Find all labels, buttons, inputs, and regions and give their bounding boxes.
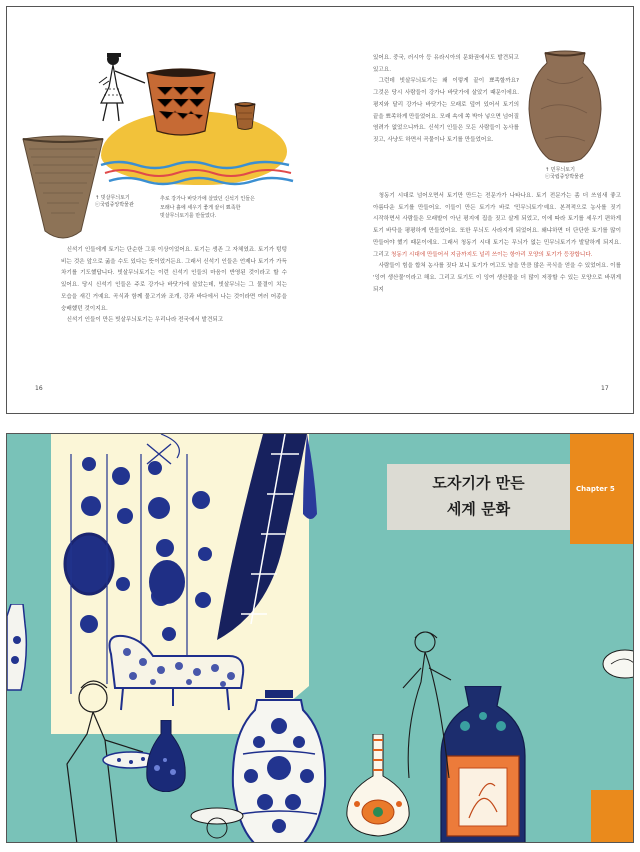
paragraph: 신석기 인들이 만든 빗살무늬토기는 우리나라 전국에서 발견되고	[66, 317, 224, 324]
caption-plain-pottery	[545, 167, 615, 181]
paragraph-text: 청동기 시대로 넘어오면서 토기만 만드는 전문가가 나타나요. 토기 전문가는 좀 더 쓰임새 좋고 아름다운 토기를 만들어요. 이들이 만든 토기가 바로 '민무늬토기'예요. 본격적으로 농사를 짓기 시작하면서 사람들은 모래밭이 아닌 평지에 집을 짓고 살게 되었고, 이에 따라 토기를 세우기 편하게 토기 바닥을 평평하게 만들었어요. 또한 무늬도 사라지게 되었어요. 왜냐하면 더 단단한 토기를 많이 만들어야 했기 때문이에요. 그래서 청동기 시대 토기는 무늬가 없는 민무늬토기가 발달하게 되지요. 그리고	[373, 193, 621, 258]
painted-clay-pot-illustration	[143, 67, 219, 139]
lady-figure-sketch	[57, 674, 157, 843]
chapter-number-label: Chapter 5	[576, 485, 615, 493]
textbook-spread-pages-16-17	[6, 6, 634, 414]
caption-title: ↑ 빗살무늬토기	[95, 195, 130, 201]
bottom-figure-sketch	[187, 804, 247, 843]
chapter-title-box	[387, 464, 570, 530]
page-number-left: 16	[35, 385, 43, 392]
right-page-body-text-bottom	[373, 191, 621, 296]
paragraph: 있어요. 중국, 러시아 등 유라시아의 문화권에서도 발견되고 있고요.	[373, 55, 519, 73]
caption-line: 빗살무늬토기를 만들었다.	[160, 213, 217, 219]
chapter-opener-illustration	[6, 433, 634, 843]
plain-pottery-photo	[525, 49, 605, 167]
left-page-body-text	[61, 245, 287, 327]
navy-small-vase	[143, 720, 189, 792]
paragraph: 사람들이 힘을 합쳐 농사를 짓다 보니 토기가 여고도 남을 만큼 많은 곡식을 얻을 수 있었어요. 이를 '잉여 생산물'이라고 해요. 그리고 토기도 이 잉여 생산물을 더 많이 저장할 수 있는 모양으로 바뀌게 되지	[373, 263, 621, 293]
paragraph-with-highlight	[373, 191, 621, 261]
comb-pattern-pottery-photo	[21, 135, 105, 243]
caption-credit: ⓒ국립중앙박물관	[95, 202, 134, 208]
caption-title: ↑ 민무늬토기	[545, 167, 575, 173]
caption-comb-pottery	[95, 195, 165, 209]
chapter-title-line-1: 도자기가 만든	[432, 474, 525, 492]
caption-credit: ⓒ국립중앙박물관	[545, 174, 584, 180]
water-waves-illustration	[99, 157, 295, 187]
caption-line: 모래나 흙에 세우기 좋게 끝이 뾰족한	[160, 204, 241, 211]
edge-blue-vase	[7, 604, 29, 694]
page-number-right: 17	[601, 385, 609, 392]
edge-white-dish	[601, 644, 634, 684]
highlighted-sentence: 청동기 시대에 만들어서 지금까지도 널리 쓰이는 항아리 모양의 토기가 등장합니다.	[391, 251, 593, 258]
caption-line: 추로 강가나 바닷가에 살았던 신석기 인들은	[160, 196, 255, 202]
right-page-body-text-top	[373, 53, 519, 147]
chapter-title-line-2: 세계 문화	[446, 500, 511, 518]
orange-corner-tab	[591, 790, 634, 842]
small-clay-pot-illustration	[233, 101, 257, 131]
dark-window-curtain	[211, 434, 319, 644]
paragraph: 신석기 인들에게 토기는 단순한 그릇 이상이었어요. 토기는 생존 그 자체였죠. 토기가 텅텅 비는 것은 앞으로 굶을 수도 있다는 뜻이었거든요. 그래서 신석기 인들은 언제나 토기가 가득 차기를 기도했답니다. 빗살무늬토기는 이런 신석기 인들의 마음이 반영된 것이라고 할 수 있어요. 당시 신석기 인들은 주로 강가나 바닷가에 살았는데, 빗살무늬는 그 물결이 치는 모습을 새긴 거예요. 곡식과 함께 물고기와 조개, 강과 바다에서 나는 것이라면 여러 어종을 숭배했던 것이지요.	[61, 247, 287, 312]
standing-lady-sketch	[395, 628, 459, 778]
paragraph: 그런데 빗살무늬토기는 왜 이렇게 끝이 뾰족할까요? 그것은 당시 사람들이 강가나 바닷가에 살았기 때문이에요. 평지와 달리 강가나 바닷가는 모래로 덮여 있어서 토기의 끝을 뾰족하게 만들었어요. 모래 속에 쏙 박아 넣으면 넘어질 염려가 없었으니까요. 신석기 인들은 모든 사람들이 농사를 짓고, 사냥도 하면서 곡물이나 토기를 만들었어요.	[373, 78, 519, 143]
caption-island-illustration	[160, 195, 288, 221]
